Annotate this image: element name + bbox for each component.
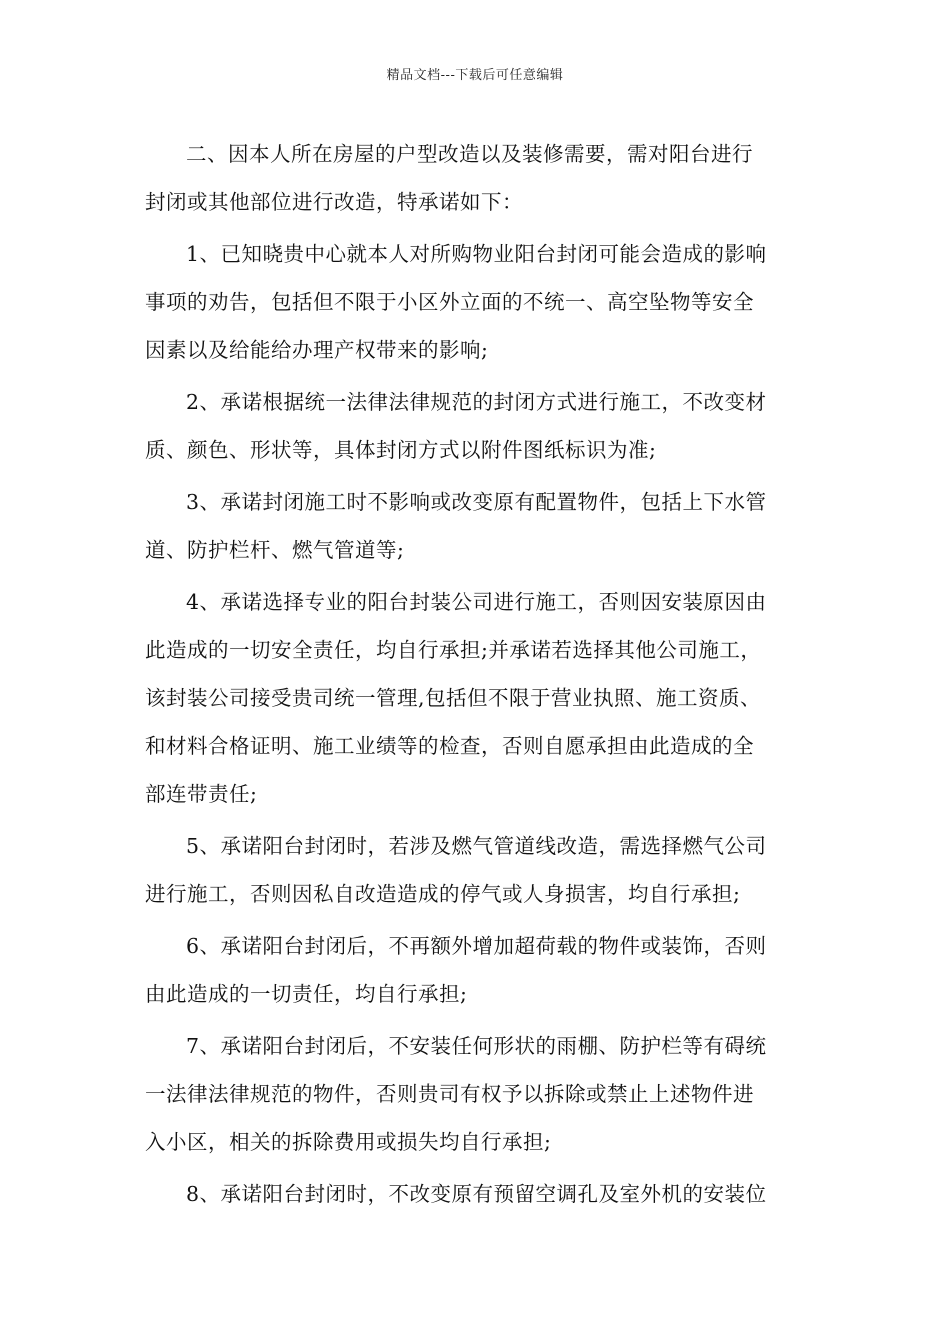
paragraph-line: 入小区，相关的拆除费用或损失均自行承担; [145,1130,552,1154]
paragraph-line: 封闭或其他部位进行改造，特承诺如下： [145,190,523,214]
paragraph-line: 部连带责任; [145,782,258,806]
paragraph-line: 3、承诺封闭施工时不影响或改变原有配置物件，包括上下水管 [186,490,767,514]
paragraph-item-1 [145,230,805,374]
document-body [145,130,805,1218]
paragraph-intro [145,130,805,226]
paragraph-line: 6、承诺阳台封闭后，不再额外增加超荷载的物件或装饰，否则 [186,934,767,958]
paragraph-line: 道、防护栏杆、燃气管道等; [145,538,405,562]
paragraph-line: 因素以及给能给办理产权带来的影响; [145,338,489,362]
paragraph-item-6 [145,922,805,1018]
paragraph-line: 由此造成的一切责任，均自行承担; [145,982,468,1006]
paragraph-item-3 [145,478,805,574]
paragraph-item-8 [145,1170,805,1218]
paragraph-line: 此造成的一切安全责任，均自行承担;并承诺若选择其他公司施工， [145,638,762,662]
paragraph-item-4 [145,578,805,818]
paragraph-item-5 [145,822,805,918]
paragraph-line: 7、承诺阳台封闭后，不安装任何形状的雨棚、防护栏等有碍统 [186,1034,767,1058]
paragraph-line: 8、承诺阳台封闭时，不改变原有预留空调孔及室外机的安装位 [186,1182,767,1206]
page-header: 精品文档---下载后可任意编辑 [386,68,564,83]
paragraph-line: 一法律法律规范的物件，否则贵司有权予以拆除或禁止上述物件进 [145,1082,754,1106]
paragraph-line: 和材料合格证明、施工业绩等的检查，否则自愿承担由此造成的全 [145,734,754,758]
paragraph-line: 质、颜色、形状等，具体封闭方式以附件图纸标识为准; [145,438,657,462]
paragraph-item-7 [145,1022,805,1166]
paragraph-line: 5、承诺阳台封闭时，若涉及燃气管道线改造，需选择燃气公司 [186,834,767,858]
paragraph-line: 二、因本人所在房屋的户型改造以及装修需要，需对阳台进行 [186,142,753,166]
paragraph-line: 事项的劝告，包括但不限于小区外立面的不统一、高空坠物等安全 [145,290,754,314]
paragraph-line: 进行施工，否则因私自改造造成的停气或人身损害，均自行承担; [145,882,741,906]
paragraph-line: 4、承诺选择专业的阳台封装公司进行施工，否则因安装原因由 [186,590,767,614]
paragraph-line: 该封装公司接受贵司统一管理,包括但不限于营业执照、施工资质、 [145,686,762,710]
paragraph-item-2 [145,378,805,474]
paragraph-line: 1、已知晓贵中心就本人对所购物业阳台封闭可能会造成的影响 [186,242,767,266]
paragraph-line: 2、承诺根据统一法律法律规范的封闭方式进行施工，不改变材 [186,390,767,414]
